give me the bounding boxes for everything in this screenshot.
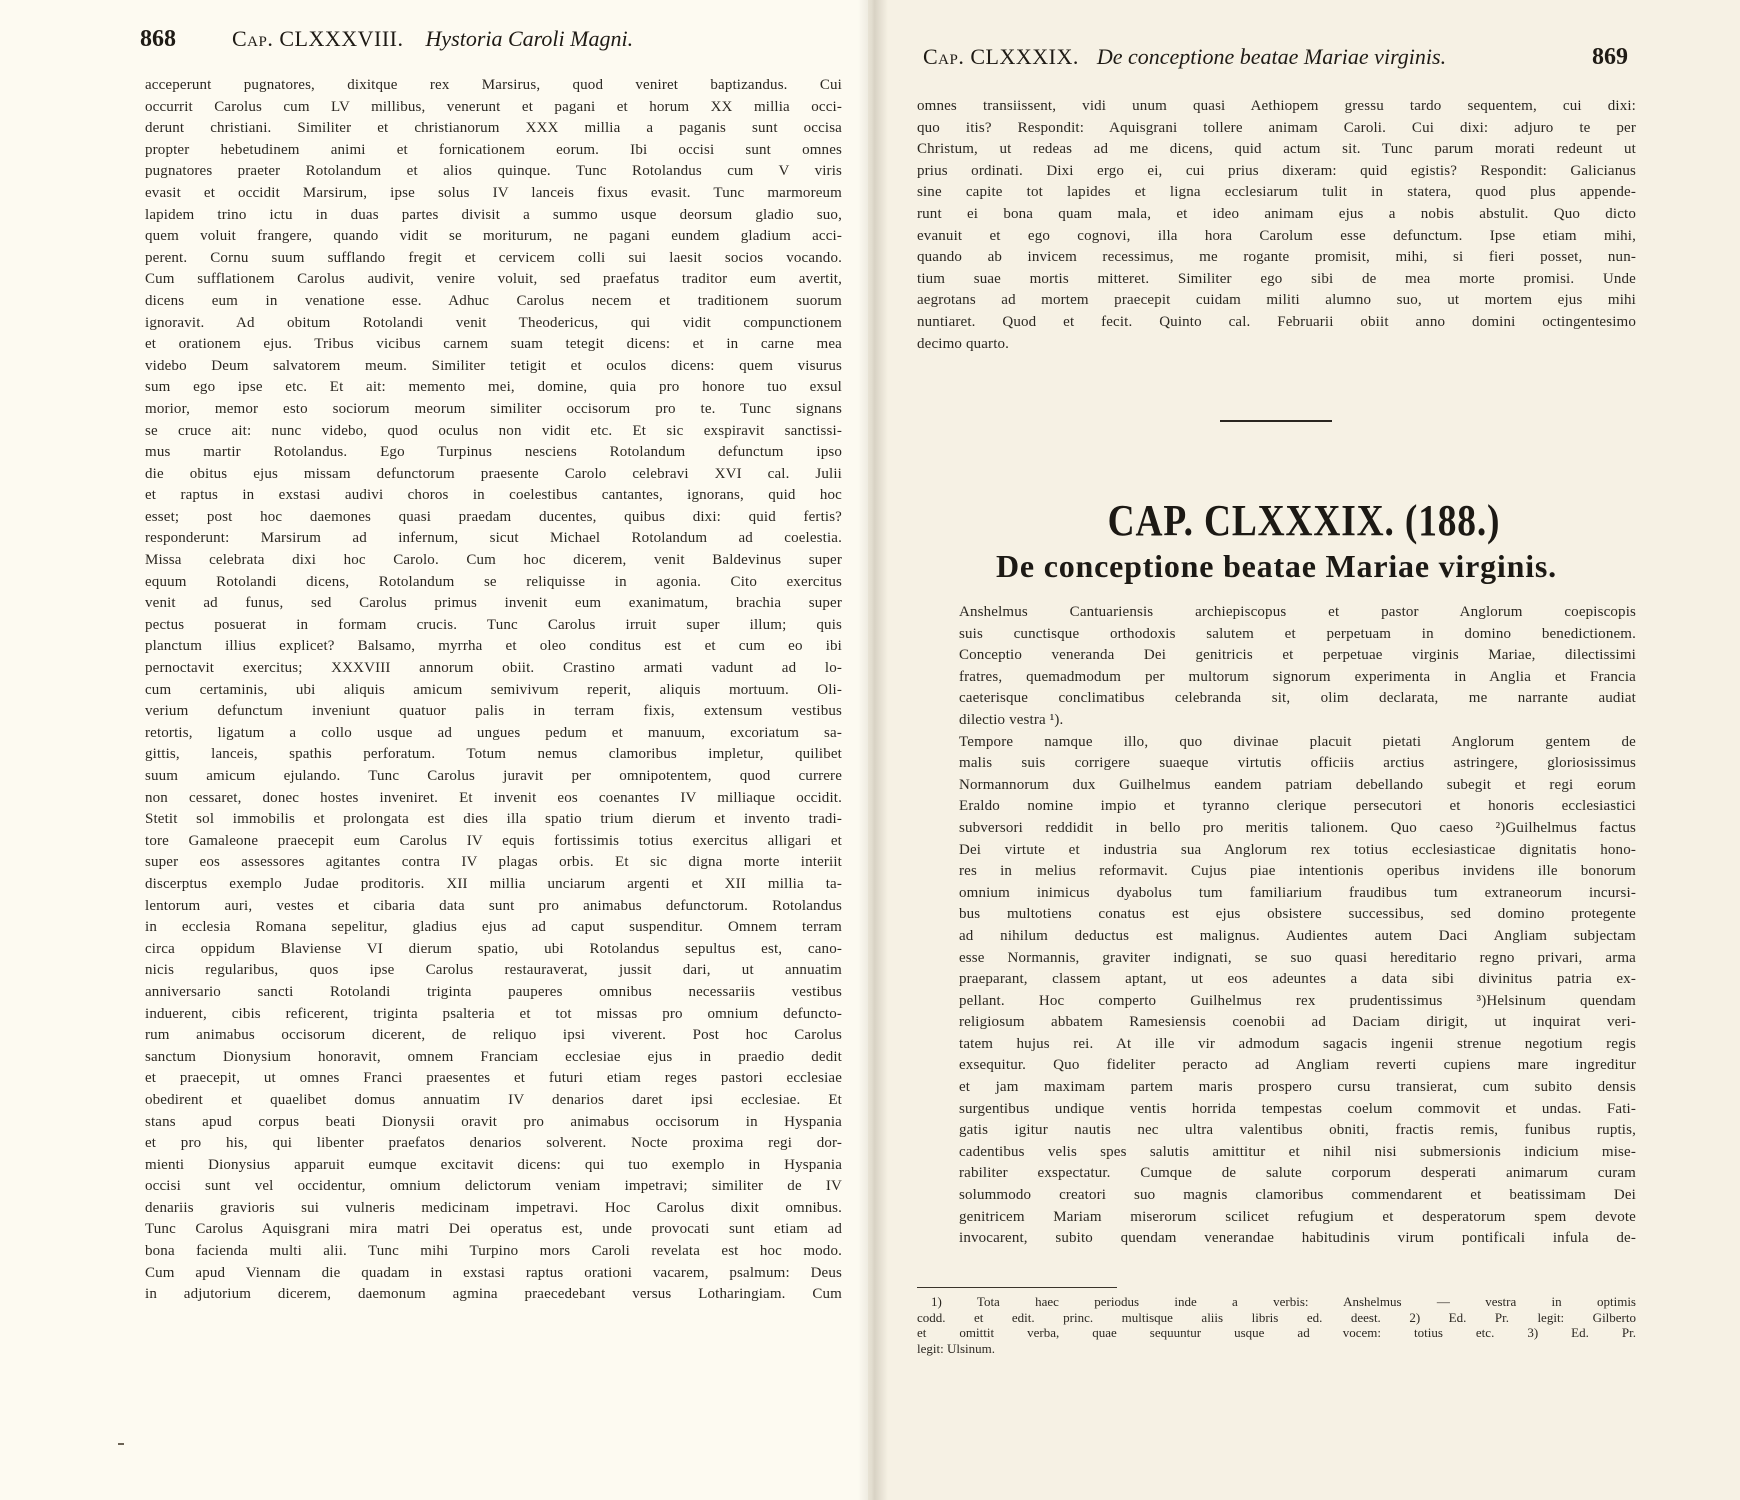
text-line: suum amicum ejulando. Tunc Carolus juravit per omnipotentem, quod currere [145, 768, 842, 784]
text-line: morior, memor esto sociorum meorum similiter occisorum pro te. Tunc signans [145, 400, 842, 417]
text-line: genitricem Mariam miserorum scilicet refugium et desperatorum spem devote [959, 1208, 1636, 1225]
text-line: responderunt: Marsirum ad infernum, sicut Michael Rotolandum ad coelestia. [145, 530, 842, 547]
text-line: aegrotans ad mortem praecepit cuidam militi alumno suo, ut mortem ejus mihi [917, 292, 1636, 309]
paragraph [917, 602, 1636, 732]
text-line: bona facienda multi alii. Tunc mihi Turpino mors Caroli revelata est hoc modo. [145, 1243, 842, 1260]
text-line: runt ei bona quam mala, et ideo animam ejus a nobis abstulit. Quo dicto [917, 205, 1636, 222]
left-body-text [145, 75, 842, 1306]
text-line: suis cunctisque orthodoxis salutem et perpetuam in domino benedictionem. [959, 625, 1636, 642]
book-gutter [858, 0, 888, 1500]
text-line: occisi sunt vel occidentur, omnium delictorum veniam impetravi; similiter de IV [145, 1178, 842, 1195]
text-line: venit ad funus, sed Carolus primus invenit eum exanimatum, brachia super [145, 595, 842, 612]
text-line: induerent, cibis reficerent, triginta psalteria et tot missas pro omnium defuncto- [145, 1005, 842, 1022]
text-line: nicis regularibus, quos ipse Carolus restauraverat, jussit dari, ut annuatim [145, 962, 842, 979]
text-line: quando ab invicem recessimus, me rogante promisit, mihi, si fieri posset, nun- [917, 249, 1636, 266]
text-line: Cum sufflationem Carolus audivit, venire voluit, sed praefatus traditor eum avertit, [145, 271, 842, 288]
text-line: Tunc Carolus Aquisgrani mira matri Dei operatus est, unde provocati sunt etiam ad [145, 1221, 842, 1238]
text-line: ad nihilum deductus est malignus. Audientes autem Daci Angliam subjectam [959, 927, 1636, 944]
text-line: pellant. Hoc comperto Guilhelmus rex prudentissimus ³)Helsinum quendam [959, 992, 1636, 1009]
text-line: omnium inimicus dyabolus tum familiarium fraudibus tum extraneorum incursi- [959, 884, 1636, 901]
text-line: rum animabus occisorum dicerent, de reliquo ipsi viverent. Post hoc Carolus [145, 1027, 842, 1044]
text-line: religiosum abbatem Ramesiensis coenobii ad Daciam dirigit, ut inquirat veri- [959, 1014, 1636, 1031]
text-line: cum certaminis, ubi aliquis amicum semivivum reperit, aliquis mortuum. Oli- [145, 681, 842, 698]
text-line: dilectio vestra ¹). [959, 711, 1064, 728]
left-page [0, 0, 868, 1500]
text-line: Conceptio veneranda Dei genitricis et perpetuae virginis Mariae, dilectissimi [959, 647, 1636, 664]
text-line: gatis igitur nautis nec ultra valentibus obniti, fractis remis, funibus ruptis, [959, 1122, 1636, 1139]
page-number: 868 [140, 26, 176, 52]
footnotes [917, 1294, 1636, 1356]
text-line: in adjutorium dicerem, daemonum agmina praecedebant versus Lotharingiam. Cum [145, 1286, 842, 1303]
continuation-text [917, 96, 1636, 355]
text-line: et orationem ejus. Tribus vicibus carnem suam tetegit dicens: et in carne mea [145, 336, 842, 353]
text-line: stans apud corpus beati Dionysii oravit pro animabus occisorum in Hyspania [145, 1113, 842, 1130]
chapter-reference: Cap. CLXXXIX. [923, 44, 1079, 69]
text-line: sum ego ipse etc. Et ait: memento mei, domine, quia pro honore tuo exsul [145, 379, 842, 396]
text-line: cadentibus velis spes salutis amittitur et nihil nisi submersionis indicium mise- [959, 1143, 1636, 1160]
text-line: quo itis? Respondit: Aquisgrani tollere animam Caroli. Cui dixi: adjuro te per [917, 119, 1636, 136]
page-number: 869 [1592, 44, 1628, 70]
text-line: tium suae mortis mitteret. Similiter ego sibi de mea morte promisi. Unde [917, 270, 1636, 287]
text-line: obedirent et quaelibet domus annuatim IV denarios daret ipsi ecclesiae. Et [145, 1091, 842, 1108]
text-line: et omittit verba, quae sequuntur usque ad vocem: totius etc. 3) Ed. Pr. [917, 1325, 1636, 1340]
text-line: gittis, lanceis, spathis perforatum. Totum nemus clamoribus impletur, quilibet [145, 746, 842, 763]
footnote-divider [917, 1287, 1117, 1288]
text-line: solummodo creatori suo magnis clamoribus commendarent et beatissimam Dei [959, 1187, 1636, 1204]
text-line: Eraldo nomine impio et tyranno clerique persecutori et honoris ecclesiastici [959, 798, 1636, 815]
text-line: et jam maximam partem maris prospero cursu transierat, cum subito densis [959, 1079, 1636, 1096]
text-line: evasit et occidit Marsirum, ipse solus IV lanceis fixus evasit. Tunc marmoreum [145, 184, 842, 201]
text-line: subversori reddidit in bello pro meritis talionem. Quo caeso ²)Guilhelmus factus [959, 819, 1636, 836]
text-line: sine capite tot lapides et ligna ecclesiarum tulit in statera, quod plus appende- [917, 184, 1636, 201]
right-page [868, 0, 1740, 1500]
text-line: die obitus ejus missam defunctorum praesente Carolo celebravi XVI cal. Julii [145, 465, 842, 482]
text-line: et raptus in exstasi audivi choros in coelestibus cantantes, ignorans, quid hoc [145, 487, 842, 504]
text-line: evanuit et ego cognovi, illa hora Carolum esse defunctum. Ipse etiam mihi, [917, 227, 1636, 244]
text-line: invocarent, subito quendam venerandae habitudinis virum pontificali infula de- [959, 1230, 1636, 1247]
text-line: nuntiaret. Quod et fecit. Quinto cal. Februarii obiit anno domini octingentesimo [917, 313, 1636, 330]
text-line: Dei virtute et industria sua Anglorum rex totius ecclesiasticae dignitatis hono- [959, 841, 1636, 858]
text-line: dicens eum in venatione esse. Adhuc Carolus necem et traditionem suorum [145, 292, 842, 309]
paragraph [917, 732, 1636, 1250]
text-line: fratres, quemadmodum per multorum signorum experimenta in Anglia et Francia [959, 668, 1636, 685]
text-line: super eos assessores agitantes contra IV plagas orbis. Et sic digna morte interiit [145, 854, 842, 871]
text-line: mus martir Rotolandus. Ego Turpinus nesciens Rotolandum defunctum ipso [145, 444, 842, 461]
text-line: planctum illius explicet? Balsamo, myrrha et oleo conditus est et cum eo ibi [145, 638, 842, 655]
text-line: verium defunctum inveniunt quatuor palis in terram fixis, extensum vestibus [145, 703, 842, 720]
left-running-head [140, 26, 740, 53]
text-line: praeparant, classem aptant, ut eos adeuntes a data sibi divinitus patria ex- [959, 971, 1636, 988]
text-line: pernoctavit exercitus; XXXVIII annorum obiit. Crastino armati vadunt ad lo- [145, 660, 842, 677]
text-line: videbo Deum salvatorem meum. Similiter tetigit et oculos dicens: quem visurus [145, 357, 842, 374]
text-line: legit: Ulsinum. [917, 1340, 995, 1356]
chapter-body-text [917, 602, 1636, 1250]
text-line: bus multotiens conatus est ejus obsistere successibus, sed domino protegente [959, 906, 1636, 923]
text-line: quem voluit frangere, quando vidit se moriturum, ne pagani eundem gladium acci- [145, 228, 842, 245]
text-line: anniversario sancti Rotolandi triginta pauperes omnibus necessariis vestibus [145, 983, 842, 1000]
text-line: et praecepit, ut omnes Franci praesentes et futuri etiam reges pastori ecclesiae [145, 1070, 842, 1087]
text-line: 1) Tota haec periodus inde a verbis: Anshelmus — vestra in optimis [931, 1294, 1636, 1309]
text-line: circa oppidum Blaviense VI dierum spatio, ubi Rotolandus sepultus est, cano- [145, 940, 842, 957]
text-line: sanctum Dionysium honoravit, omnem Franciam ecclesiae ejus in praedio dedit [145, 1048, 842, 1065]
chapter-reference: Cap. CLXXXVIII. [232, 26, 404, 51]
text-line: non cessaret, donec hostes inveniret. Et invenit eos coenantes IV milliaque occidit. [145, 789, 842, 806]
text-line: retortis, ligatum a collo usque ad ungues pedum et manuum, excoriatum sa- [145, 724, 842, 741]
text-line: Stetit sol immobilis et prolongata est dies illa spatio trium dierum et invento tradi- [145, 811, 842, 828]
running-title: De conceptione beatae Mariae virginis. [1096, 44, 1447, 69]
text-line: occurrit Carolus cum LV millibus, venerunt et pagani et horum XX millia occi- [145, 98, 842, 115]
text-line: Christum, ut redeas ad me dicens, quid actum sit. Tunc parum morati redeunt ut [917, 141, 1636, 158]
text-line: esset; post hoc daemones quasi praedam ducentes, quibus dixi: quid fertis? [145, 508, 842, 525]
text-line: perent. Cornu suum sufflando fregit et cervicem colli sui laesit socios vocando. [145, 249, 842, 266]
text-line: in ecclesia Romana sepelitur, gladius ejus ad caput suspenditur. Omnem terram [145, 919, 842, 936]
text-line: rabiliter exspectatur. Cumque de salute corporum desperati animarum curam [959, 1165, 1636, 1182]
text-line: ignoravit. Ad obitum Rotolandi venit Theodericus, qui vidit compunctionem [145, 314, 842, 331]
text-line: Tempore namque illo, quo divinae placuit pietati Anglorum gentem de [959, 733, 1636, 750]
text-line: tore Gamaleone praecepit eum Carolus IV equis fortissimis totius exercitus alligari et [145, 832, 842, 849]
text-line: caeterisque conclimatibus celebranda sit, olim declarata, me narrante audiat [959, 690, 1636, 707]
text-line: denariis gravioris sui vulneris medicinam impetravi. Hoc Carolus dixit omnibus. [145, 1199, 842, 1216]
text-line: Anshelmus Cantuariensis archiepiscopus et pastor Anglorum coepiscopis [959, 604, 1636, 620]
text-line: equum Rotolandi dicens, Rotolandum se reliquisse in agonia. Cito exercitus [145, 573, 842, 590]
text-line: acceperunt pugnatores, dixitque rex Marsirus, quod veniret baptizandus. Cui [145, 77, 842, 93]
text-line: decimo quarto. [917, 335, 1010, 352]
text-line: prius ordinati. Dixi ergo ei, cui prius dixeram: quid egistis? Respondit: Galicianus [917, 162, 1636, 179]
margin-mark [118, 1443, 124, 1445]
text-line: mienti Dionysius apparuit eumque excitavit dicens: qui tuo exemplo in Hyspania [145, 1156, 842, 1173]
section-divider [1220, 420, 1332, 422]
text-line: et pro his, qui libenter praefatos denarios solverent. Nocte proxima regi dor- [145, 1135, 842, 1152]
text-line: lapidem trino ictu in duas partes divisit a summo usque deorsum gladio suo, [145, 206, 842, 223]
text-line: Normannorum dux Guilhelmus eandem patriam debellando subegit et regi eorum [959, 776, 1636, 793]
text-line: esse Normannis, graviter indignati, se suo quasi hereditario regno privari, arma [959, 949, 1636, 966]
right-running-head [923, 44, 1628, 71]
text-line: propter hebetudinem animi et fornicationem eorum. Ibi occisi sunt omnes [145, 141, 842, 158]
text-line: Missa celebrata dixi hoc Carolo. Cum hoc dicerem, venit Baldevinus super [145, 552, 842, 569]
text-line: derunt christiani. Similiter et christianorum XXX millia a paganis sunt occisa [145, 120, 842, 137]
text-line: discerptus exemplo Judae proditoris. XII millia unciarum argenti et XII millia ta- [145, 875, 842, 892]
running-title: Hystoria Caroli Magni. [425, 26, 634, 51]
text-line: tatem hujus rei. At ille vir admodum sagacis ingenii strenue negotium regis [959, 1035, 1636, 1052]
text-line: malis suis corrigere suaeque virtutis officiis arctius astringere, gloriosissimus [959, 755, 1636, 772]
text-line: se cruce ait: nunc videbo, quod oculus non vidit etc. Et sic exspiravit sanctissi- [145, 422, 842, 439]
text-line: pectus posuerat in formam crucis. Tunc Carolus irruit super illum; quis [145, 616, 842, 633]
text-line: Cum apud Viennam die quadam in exstasi raptus orationi vacarem, psalmum: Deus [145, 1264, 842, 1281]
text-line: surgentibus undique ventis horrida tempestas coelum commovit et undas. Fati- [959, 1100, 1636, 1117]
chapter-heading: CAP. CLXXXIX. (188.) [1107, 496, 1501, 545]
text-line: res in melius reformavit. Cujus piae intentionis operibus invidens ille bonorum [959, 863, 1636, 880]
chapter-title: De conceptione beatae Mariae virginis. [996, 548, 1557, 584]
text-line: pugnatores praeter Rotolandum et alios quinque. Tunc Rotolandus cum V viris [145, 163, 842, 180]
text-line: codd. et edit. princ. multisque aliis libris ed. deest. 2) Ed. Pr. legit: Gilberto [917, 1309, 1636, 1325]
text-line: exsequitur. Quo fideliter peracto ad Angliam reverti cupiens mare ingreditur [959, 1057, 1636, 1074]
text-line: lentorum auri, vestes et cibaria data sunt pro animabus defunctorum. Rotolandus [145, 897, 842, 914]
text-line: omnes transiissent, vidi unum quasi Aethiopem gressu tardo sequentem, cui dixi: [917, 98, 1636, 114]
